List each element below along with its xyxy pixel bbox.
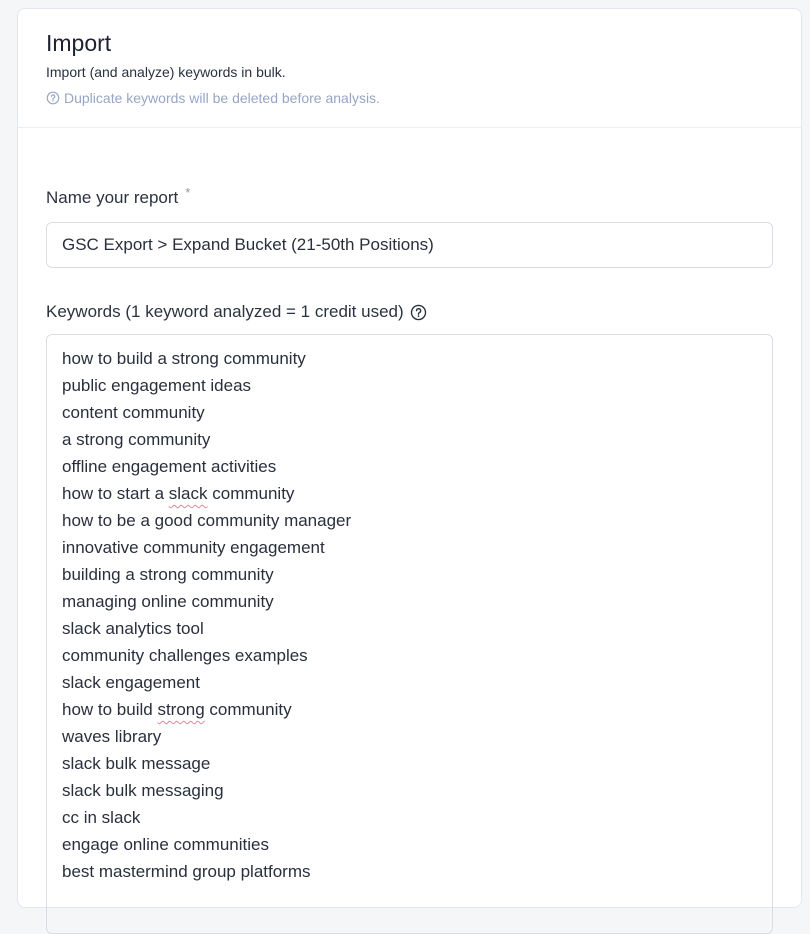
keywords-label [46,302,773,322]
keyword-line: slack bulk messaging [62,781,224,800]
keyword-line: innovative community engagement [62,538,325,557]
report-name-label-text: Name your report [46,188,179,207]
help-question-icon[interactable] [410,304,427,321]
duplicate-note [46,89,773,107]
keyword-line: how to build a strong community [62,349,306,368]
keyword-line: community challenges examples [62,646,308,665]
duplicate-note-text: Duplicate keywords will be deleted before analysis. [64,90,380,106]
keyword-line: building a strong community [62,565,274,584]
import-form [18,185,801,934]
report-name-input[interactable] [46,222,773,268]
keyword-line: slack analytics tool [62,619,204,638]
keyword-line: slack bulk message [62,754,211,773]
import-header [18,9,801,128]
keyword-line: content community [62,403,205,422]
report-name-value: GSC Export > Expand Bucket (21-50th Positions) [62,235,434,254]
keyword-line: slack engagement [62,673,200,692]
page-title: Import [46,30,112,56]
keyword-line: a strong community [62,430,211,449]
keyword-line: offline engagement activities [62,457,277,476]
keywords-textarea[interactable] [46,334,773,934]
spellcheck-word: strong [157,700,205,719]
keyword-line: engage online communities [62,835,269,854]
keyword-line: how to build strong community [62,700,292,719]
keyword-line: best mastermind group platforms [62,862,311,881]
import-card [17,8,802,908]
page-subtitle: Import (and analyze) keywords in bulk. [46,64,286,80]
required-mark: * [185,185,191,200]
keyword-line: cc in slack [62,808,141,827]
keyword-line: how to be a good community manager [62,511,352,530]
keyword-line: how to start a slack community [62,484,295,503]
question-circle-icon [46,91,60,105]
keyword-line: public engagement ideas [62,376,252,395]
keywords-label-text: Keywords (1 keyword analyzed = 1 credit used) [46,302,404,321]
keyword-line: managing online community [62,592,274,611]
keyword-line: waves library [62,727,162,746]
report-name-label [46,185,773,208]
spellcheck-word: slack [168,484,208,503]
